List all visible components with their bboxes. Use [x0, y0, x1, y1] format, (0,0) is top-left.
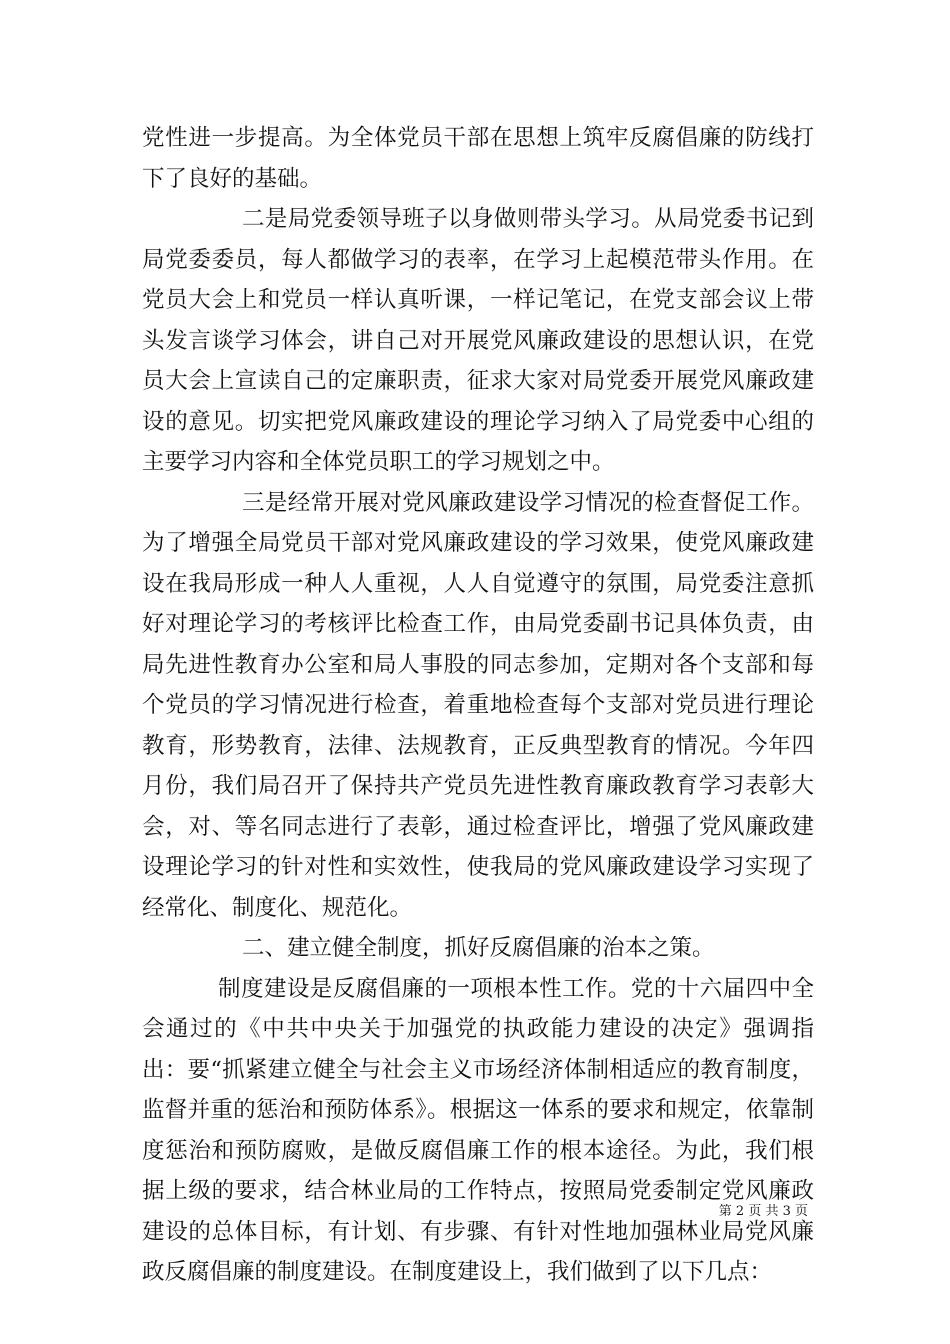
- paragraph-3: 三是经常开展对党风廉政建设学习情况的检查督促工作。为了增强全局党员干部对党风廉政建设的学习效果，使党风廉政建设在我局形成一种人人重视，人人自觉遵守的氛围，局党委注意抓好对理论学习的考核评比检查工作，由局党委副书记具体负责，由局先进性教育办公室和局人事股的同志参加，定期对各个支部和每个党员的学习情况进行检查，着重地检查每个支部对党员进行理论教育，形势教育，法律、法规教育，正反典型教育的情况。今年四月份，我们局召开了保持共产党员先进性教育廉政教育学习表彰大会，对、等名同志进行了表彰，通过检查评比，增强了党风廉政建设理论学习的针对性和实效性，使我局的党风廉政建设学习实现了经常化、制度化、规范化。: [142, 489, 814, 921]
- document-body: [142, 118, 814, 1293]
- paragraph-2: 二是局党委领导班子以身做则带头学习。从局党委书记到局党委委员，每人都做学习的表率，在学习上起模范带头作用。在党员大会上和党员一样认真听课，一样记笔记，在党支部会议上带头发言谈学习体会，讲自己对开展党风廉政建设的思想认识，在党员大会上宣读自己的定廉职责，征求大家对局党委开展党风廉政建设的意见。切实把党风廉政建设的理论学习纳入了局党委中心组的主要学习内容和全体党员职工的学习规划之中。: [142, 206, 814, 475]
- paragraph-1: 党性进一步提高。为全体党员干部在思想上筑牢反腐倡廉的防线打下了良好的基础。: [142, 125, 814, 192]
- paragraph-5: 制度建设是反腐倡廉的一项根本性工作。党的十六届四中全会通过的《中共中央关于加强党的执政能力建设的决定》强调指出：要“抓紧建立健全与社会主义市场经济体制相适应的教育制度，监督并重的惩治和预防体系》。根据这一体系的要求和规定，依靠制度惩治和预防腐败，是做反腐倡廉工作的根本途径。为此，我们根据上级的要求，结合林业局的工作特点，按照局党委制定党风廉政建设的总体目标，有计划、有步骤、有针对性地加强林业局党风廉政反腐倡廉的制度建设。在制度建设上，我们做到了以下几点：: [142, 975, 814, 1285]
- section-heading: 二、建立健全制度，抓好反腐倡廉的治本之策。: [242, 935, 715, 961]
- page-number: 第 2 页 共 3 页: [718, 1204, 808, 1219]
